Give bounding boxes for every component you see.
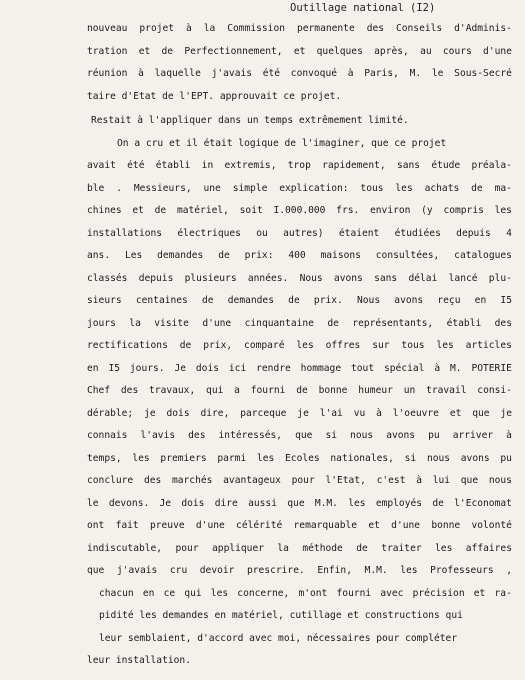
typed-text-body [87,18,512,673]
text-line: avait été établi in extremis, trop rapidement, sans étude préala- [87,160,512,171]
text-line: temps, les premiers parmi les Ecoles nationales, si nous avons pu [87,452,512,464]
text-line: jours la visite d'une cinquantaine de représentants, établi des [87,317,512,329]
text-line: Chef des travaux, qui a fourni de bonne humeur un travail consi- [87,385,512,396]
page-header [290,2,520,18]
text-line: tration et de Perfectionnement, et quelques après, au cours d'une [87,45,512,57]
text-line: pidité les demandes en matériel, cutillage et constructions qui [99,610,463,621]
text-line: nouveau projet à la Commission permanente des Conseils d'Adminis- [87,23,512,34]
text-line: dérable; je dois dire, parceque je l'ai vu à l'oeuvre et que je [87,407,512,419]
text-line: le devons. Je dois dire aussi que M.M. les employés de l'Economat [87,497,512,509]
text-line: conclure des marchés avantageux pour l'Etat, c'est à lui que nous [87,475,512,486]
text-line: leur semblaient, d'accord avec moi, nécessaires pour compléter [99,632,458,644]
text-line: sieurs centaines de demandes de prix. Nous avons reçu en I5 [87,295,512,306]
text-line: On a cru et il était logique de l'imaginer, que ce projet [117,137,447,149]
header-title: Outillage national [290,2,404,14]
text-line: ont fait preuve d'une célérité remarquable et d'une bonne volonté [87,520,512,531]
text-line: chacun en ce qui les concerne, m'ont fourni avec précision et ra- [99,587,512,599]
text-line: connais l'avis des intéressés, que si nous avons pu arriver à [87,430,512,441]
text-line: indiscutable, pour appliquer la méthode de traiter les affaires [87,542,512,554]
text-line: chines et de matériel, soit I.000.000 frs. environ (y compris les [87,205,512,216]
text-line: en I5 jours. Je dois ici rendre hommage tout spécial à M. POTERIE [87,362,512,374]
text-line: classés depuis plusieurs années. Nous avons sans délai lancé plu- [87,272,512,284]
text-line: rectifications de prix, comparé les offres sur tous les articles [87,340,512,351]
text-line: que j'avais cru devoir prescrire. Enfin, M.M. les Professeurs , [87,565,512,576]
page-number: (I2) [410,2,436,14]
text-line: taire d'Etat de l'EPT. approuvait ce projet. [87,90,342,102]
text-line: ble . Messieurs, une simple explication: tous les achats de ma- [87,182,512,194]
text-line: réunion à laquelle j'avais été convoqué à Paris, M. le Sous-Secré [87,68,512,79]
text-line: installations électriques ou autres) étaient étudiées depuis 4 [87,227,512,239]
text-line: leur installation. [87,655,191,666]
text-line: Restait à l'appliquer dans un temps extrêmement limité. [91,115,409,126]
text-line: ans. Les demandes de prix: 400 maisons consultées, catalogues [87,250,512,261]
